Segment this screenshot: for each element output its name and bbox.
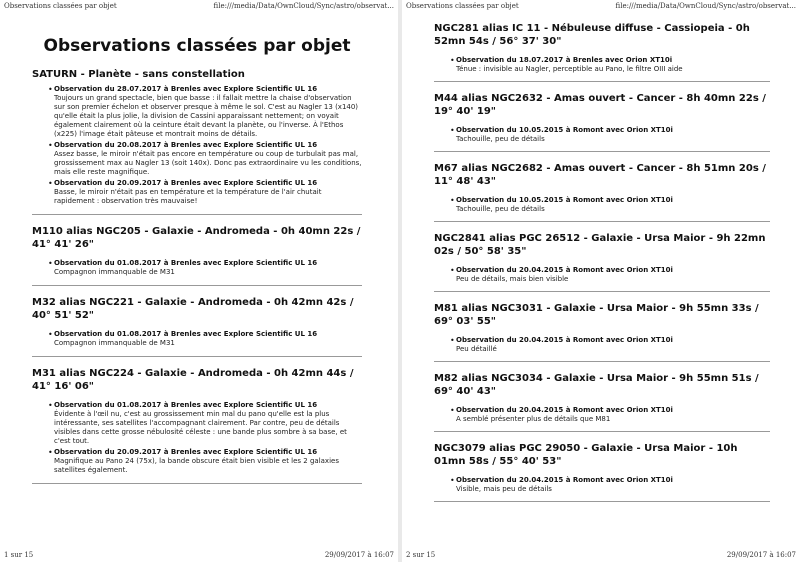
print-date: 29/09/2017 à 16:07	[726, 551, 796, 559]
object-section	[434, 442, 770, 502]
observation-text: Basse, le miroir n'était pas en température et la température de l'air chutait rapidement : observation très mauvaise!	[54, 188, 322, 205]
observation-title: • Observation du 01.08.2017 à Brenles avec Explore Scientific UL 16	[54, 330, 318, 338]
page-number: 1 sur 15	[4, 551, 34, 559]
observation-title: • Observation du 28.07.2017 à Brenles avec Explore Scientific UL 16	[54, 85, 318, 93]
object-section	[32, 68, 362, 215]
observation-title: • Observation du 20.04.2015 à Romont avec Orion XT10i	[456, 476, 673, 484]
observation-list	[434, 406, 770, 424]
observation-item	[456, 126, 770, 144]
observation-title: • Observation du 10.05.2015 à Romont avec Orion XT10i	[456, 196, 673, 204]
page-header	[402, 0, 800, 12]
observation-text: Tachouille, peu de détails	[456, 135, 545, 143]
observation-item	[54, 259, 362, 277]
observation-title: • Observation du 10.05.2015 à Romont avec Orion XT10i	[456, 126, 673, 134]
page-content	[434, 22, 770, 512]
observation-title: • Observation du 20.08.2017 à Brenles avec Explore Scientific UL 16	[54, 141, 318, 149]
observation-text: Assez basse, le miroir n'était pas encore en température ou coup de turbulait pas mal, grossissement max au Nagler 13 (soit 140x). Donc pas extraordinaire vu les conditions, mais elle reste magnifique.	[54, 150, 362, 176]
observation-list	[434, 336, 770, 354]
observation-item	[456, 266, 770, 284]
observation-list	[434, 126, 770, 144]
observation-item	[456, 476, 770, 494]
observation-text: Peu de détails, mais bien visible	[456, 275, 569, 283]
observation-list	[434, 56, 770, 74]
page-content	[32, 16, 362, 494]
object-heading: M67 alias NGC2682 - Amas ouvert - Cancer - 8h 51mn 20s / 11° 48' 43"	[434, 163, 766, 187]
object-section	[32, 225, 362, 286]
observation-text: Ténue : invisible au Nagler, perceptible au Pano, le filtre OIII aide	[456, 65, 683, 73]
observation-text: Évidente à l'œil nu, c'est au grossissement min mal du pano qu'elle est la plus intéressante, ses satellites l'accompagnant clairement. Par contre, peu de détails visibles dans cette grosse nébulosité céleste : une bande plus sombre à sa base, et c'est tout.	[54, 410, 347, 445]
object-heading: NGC2841 alias PGC 26512 - Galaxie - Ursa Maior - 9h 22mn 02s / 50° 58' 35"	[434, 233, 766, 257]
observation-list	[32, 401, 362, 475]
observation-title: • Observation du 18.07.2017 à Brenles avec Orion XT10i	[456, 56, 673, 64]
observation-item	[54, 401, 362, 446]
observation-title: • Observation du 01.08.2017 à Brenles avec Explore Scientific UL 16	[54, 259, 318, 267]
object-heading: SATURN - Planète - sans constellation	[32, 69, 245, 80]
header-title: Observations classées par objet	[4, 2, 117, 10]
object-heading: M32 alias NGC221 - Galaxie - Andromeda - 0h 42mn 42s / 40° 51' 52"	[32, 297, 354, 321]
observation-item	[456, 56, 770, 74]
observation-item	[54, 330, 362, 348]
observation-text: Compagnon immanquable de M31	[54, 339, 175, 347]
observation-text: Tachouille, peu de détails	[456, 205, 545, 213]
header-url: file:///media/Data/OwnCloud/Sync/astro/observat...	[213, 2, 394, 10]
print-date: 29/09/2017 à 16:07	[324, 551, 394, 559]
observation-text: Magnifique au Pano 24 (75x), la bande obscure était bien visible et les 2 galaxies satellites également.	[54, 457, 339, 474]
observation-title: • Observation du 20.04.2015 à Romont avec Orion XT10i	[456, 266, 673, 274]
observation-title: • Observation du 20.04.2015 à Romont avec Orion XT10i	[456, 336, 673, 344]
page-1	[0, 0, 398, 562]
observation-item	[54, 448, 362, 475]
object-heading: M81 alias NGC3031 - Galaxie - Ursa Maior - 9h 55mn 33s / 69° 03' 55"	[434, 303, 759, 327]
object-heading: M110 alias NGC205 - Galaxie - Andromeda - 0h 40mn 22s / 41° 41' 26"	[32, 226, 361, 250]
page-footer	[402, 550, 800, 562]
object-section	[434, 92, 770, 152]
page-2	[402, 0, 800, 562]
object-section	[434, 232, 770, 292]
observation-list	[32, 259, 362, 277]
observation-title: • Observation du 01.08.2017 à Brenles avec Explore Scientific UL 16	[54, 401, 318, 409]
object-section	[434, 162, 770, 222]
observation-title: • Observation du 20.09.2017 à Brenles avec Explore Scientific UL 16	[54, 179, 318, 187]
observation-text: Toujours un grand spectacle, bien que basse : il fallait mettre la chaise d'observation sur son premier échelon et observer presque à même le sol. C'est au Nagler 13 (x140) qu'elle était la plus jolie, la division de Cassini apparaissant nettement; on voyait également clairement où la ceinture était devant la planète, ou l'inverse. À l'Ethos (x225) l'image était pâteuse et montrait moins de détails.	[54, 94, 359, 138]
observation-text: Compagnon immanquable de M31	[54, 268, 175, 276]
observation-item	[54, 141, 362, 177]
observation-text: Visible, mais peu de détails	[456, 485, 552, 493]
observation-list	[434, 476, 770, 494]
object-heading: M82 alias NGC3034 - Galaxie - Ursa Maior - 9h 55mn 51s / 69° 40' 43"	[434, 373, 759, 397]
observation-title: • Observation du 20.09.2017 à Brenles avec Explore Scientific UL 16	[54, 448, 318, 456]
object-section	[32, 296, 362, 357]
object-section	[434, 22, 770, 82]
observation-item	[456, 336, 770, 354]
object-section	[32, 367, 362, 484]
object-heading: NGC281 alias IC 11 - Nébuleuse diffuse - Cassiopeia - 0h 52mn 54s / 56° 37' 30"	[434, 23, 750, 47]
object-heading: M44 alias NGC2632 - Amas ouvert - Cancer - 8h 40mn 22s / 19° 40' 19"	[434, 93, 766, 117]
observation-item	[54, 179, 362, 206]
observation-item	[456, 196, 770, 214]
observation-item	[54, 85, 362, 139]
object-heading: M31 alias NGC224 - Galaxie - Andromeda - 0h 42mn 44s / 41° 16' 06"	[32, 368, 354, 392]
observation-list	[434, 266, 770, 284]
object-section	[434, 372, 770, 432]
observation-list	[32, 330, 362, 348]
observation-text: A semblé présenter plus de détails que M81	[456, 415, 611, 423]
header-url: file:///media/Data/OwnCloud/Sync/astro/observat...	[615, 2, 796, 10]
object-heading: NGC3079 alias PGC 29050 - Galaxie - Ursa Maior - 10h 01mn 58s / 55° 40' 53"	[434, 443, 738, 467]
observation-item	[456, 406, 770, 424]
page-header	[0, 0, 398, 12]
observation-title: • Observation du 20.04.2015 à Romont avec Orion XT10i	[456, 406, 673, 414]
page-footer	[0, 550, 398, 562]
document-title: Observations classées par objet	[43, 36, 351, 56]
object-section	[434, 302, 770, 362]
observation-text: Peu détaillé	[456, 345, 497, 353]
header-title: Observations classées par objet	[406, 2, 519, 10]
observation-list	[434, 196, 770, 214]
observation-list	[32, 85, 362, 206]
page-number: 2 sur 15	[406, 551, 436, 559]
